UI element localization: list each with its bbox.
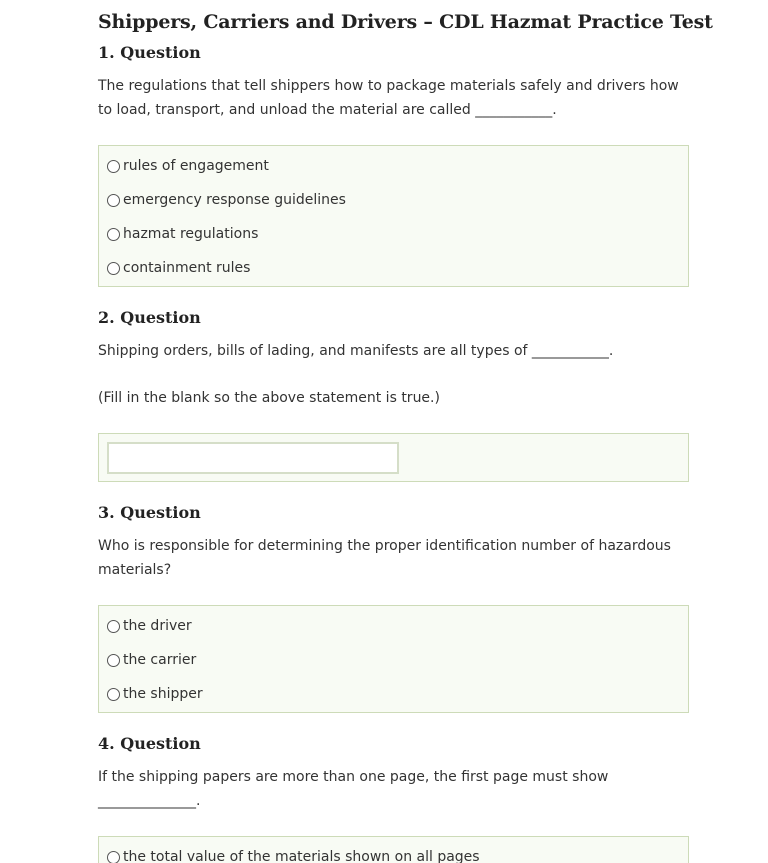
- question-hint: (Fill in the blank so the above statement is true.): [98, 390, 440, 406]
- question-text: The regulations that tell shippers how to package materials safely and drivers how to load, transport, and unload the material are called ___________.: [98, 78, 679, 118]
- answer-option[interactable]: [99, 609, 688, 643]
- radio-button-icon[interactable]: [107, 654, 120, 667]
- radio-button-icon[interactable]: [107, 851, 120, 863]
- question-4: [98, 732, 690, 863]
- answer-option-label: emergency response guidelines: [123, 192, 346, 208]
- question-1: [98, 41, 690, 287]
- question-heading: 4. Question: [98, 734, 201, 753]
- answer-option[interactable]: [99, 149, 688, 183]
- answer-choices: [98, 836, 689, 863]
- radio-button-icon[interactable]: [107, 688, 120, 701]
- answer-option-label: hazmat regulations: [123, 226, 259, 242]
- radio-button-icon[interactable]: [107, 228, 120, 241]
- answer-option[interactable]: [99, 251, 688, 285]
- answer-choices: [98, 145, 689, 287]
- answer-option-label: the driver: [123, 618, 192, 634]
- radio-button-icon[interactable]: [107, 194, 120, 207]
- answer-option[interactable]: [99, 643, 688, 677]
- answer-option[interactable]: [99, 840, 688, 863]
- answer-choices: [98, 605, 689, 713]
- radio-button-icon[interactable]: [107, 262, 120, 275]
- answer-input-box: [98, 433, 689, 482]
- radio-button-icon[interactable]: [107, 620, 120, 633]
- radio-button-icon[interactable]: [107, 160, 120, 173]
- page-title: Shippers, Carriers and Drivers – CDL Hazmat Practice Test: [98, 11, 713, 33]
- quiz-content: [98, 8, 713, 863]
- answer-option[interactable]: [99, 183, 688, 217]
- question-heading: 3. Question: [98, 503, 201, 522]
- answer-option-label: the total value of the materials shown on all pages: [123, 849, 480, 863]
- question-2: [98, 306, 690, 482]
- answer-option-label: containment rules: [123, 260, 251, 276]
- fill-in-blank-input[interactable]: [107, 442, 399, 474]
- question-text: If the shipping papers are more than one page, the first page must show ______________.: [98, 769, 609, 809]
- answer-option[interactable]: [99, 677, 688, 711]
- question-heading: 2. Question: [98, 308, 201, 327]
- question-heading: 1. Question: [98, 43, 201, 62]
- answer-option[interactable]: [99, 217, 688, 251]
- answer-option-label: the carrier: [123, 652, 197, 668]
- question-text: Who is responsible for determining the proper identification number of hazardous materials?: [98, 538, 671, 578]
- question-3: [98, 501, 690, 713]
- answer-option-label: rules of engagement: [123, 158, 269, 174]
- question-text: Shipping orders, bills of lading, and manifests are all types of ___________.: [98, 343, 614, 359]
- answer-option-label: the shipper: [123, 686, 203, 702]
